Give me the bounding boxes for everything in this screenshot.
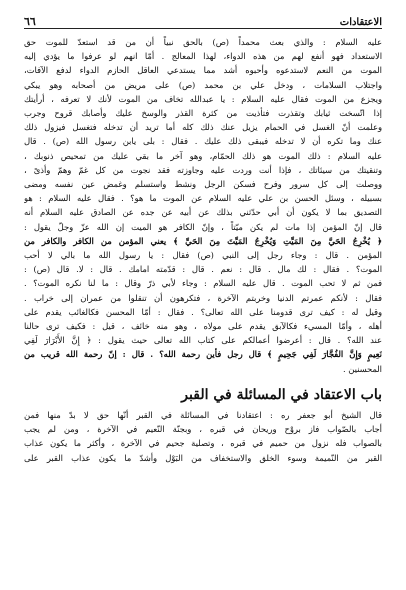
page-number: ٦٦ [24,15,36,28]
text-line: قال الشيخ أبو جعفر ره : اعتقادنا في المسائلة في القبر أنّها حق لا بدّ منها فمن [24,410,382,421]
text-line: التصديق بما لا يكون أن أبي حدّثني بذلك عن أبيه عن جده عن الصادق عليه السلام أنه [24,207,382,218]
text-line: ويجزع من الموت فقال عليه السلام : يا عبدالله تخاف من الموت لأنك لا تعرفه ، أرأيتك [24,93,382,104]
paragraph-hadith [24,35,382,376]
running-title: الاعتقادات [339,17,382,28]
page-header [24,6,382,29]
text-line: عليه السلام : والذي بعث محمداً (ص) بالحق نبياً أن من قد استعدّ للموت حق [24,37,382,47]
text-line: وقيل له : كيف ترى قدومنا على الله تعالى؟ . فقال : أمّا المحسن فكالغائب يقدم على [24,306,382,317]
quran-verse-line: نَعِيمٍ وَإِنَّ الفُجَّارَ لَفِي جَحِيمٍ ﴾ قال رجل فأين رحمة الله؟ . قال : إنّ رحمة الله قريب من [24,349,382,360]
text-line: القبر من النّميمة وسوء الخلق والاستخفاف من البَوْل وأشدّ ما يكون عذاب القبر على [24,452,382,463]
text-line: وتنقيتك من سيئاتك ، فإذا أنت وردت عليه وجاوزته فقد نجوت من كل غمّ وهمّ وأذىً ، [24,164,382,175]
text-line: بالصواب فله نزول من حميم في قبره ، وتصلية جحيم في الآخرة ، وأكثر ما يكون عذاب [24,438,382,449]
paragraph-grave-questioning [24,408,382,465]
text-line: بسبيله ، وسئل الحسن بن علي عليه السلام عن الموت ما هو؟ . فقال عليه السلام : هو [24,193,382,204]
text-line: فقال : لأنكم عمرتم الدنيا وخربتم الآخرة ، فتكرهون أن تنقلوا من عمران إلى خراب . [24,292,382,303]
chapter-title: باب الاعتقاد في المسائلة في القبر [181,386,382,403]
text-line: المحسنين . [343,363,382,374]
text-line: إذا اتّسخت ثيابك وتقذرت فتأذيت من كثرة القذر والوسخ عليك وأصابك قروح وجرب [24,108,382,119]
text-line: عند الله؟ . قال : أعرضوا أعمالكم على كتاب الله تعالى حيث يقول : ﴿ إِنَّ الأَبْرَارَ لَفِي [24,335,382,346]
text-line: ووصلت إلى كل سرور وفرح فسكن الرجل ونشط واستسلم وغمض عين نفسه ومضى [24,179,382,190]
text-line: المؤمن . قال : وجاء رجل إلى النبي (ص) فقال : يا رسول الله ما بالي لا أحب [24,250,382,261]
text-line: الاستعداد فهو أنفع لهم من هذه الدواء، لهذا المعالج . أمّا انهم لو عرفوا ما يؤدي إليه [24,51,382,62]
text-line: فمن ثم لا تحب الموت . قال عليه السلام : وجاء لأبي ذرّ وقال : ما لنا نكره الموت؟ . [24,278,382,289]
text-line: أجاب بالصّواب فاز بروْح وريحان في قبره ، وبجنّة النّعيم في الآخرة ، ومن لم يجب [24,424,382,435]
text-line: وعلمت أنّ الغسل في الحمام يزيل عنك ذلك كله أما تريد أن تدخله فتغسل فيزول ذلك [24,122,382,133]
page-body [24,35,382,465]
text-line: قال إنّ المؤمن إذا مات لم يكن ميّتاً ، وإنّ الكافر هو الميت إن الله عزّ وجلّ يقول : [24,221,382,232]
text-line: عليه السلام : ذلك الموت هو ذلك الحمّام، وهو آخر ما بقي عليك من تمحيص ذنوبك ، [24,150,382,161]
text-line: واجتلاب السلامات ، ودخل علي بن محمد (ص) على مريض من أصحابه وهو يبكي [24,79,382,90]
text-line: عنك وما تكره أن لا تدخله فيبقى ذلك عليك . فقال : بلى يابن رسول الله (ص) . قال [24,136,382,147]
text-line: أهله ، وأمّا المسيء فكالآبق يقدم على مولاه ، وهو منه خائف ، قيل : فكيف ترى حالنا [24,321,382,332]
text-line: الموت؟ . فقال : لك مال . قال : نعم . قال : قدّمته امامك . قال : لا. قال (ص) : [24,264,382,275]
text-line: الموت من النعم لاستدعوه وأحبوه أشد مما يستدعي العاقل الحازم الدواء لدفع الآفات، [24,65,382,76]
quran-verse-line: ﴿ يُخْرِجُ الحَيَّ مِنَ المَيِّتِ وَيُخْرِجُ المَيِّتَ مِنَ الحَيِّ ﴾ يعني المؤمن من الكافر والكافر من [24,235,382,246]
